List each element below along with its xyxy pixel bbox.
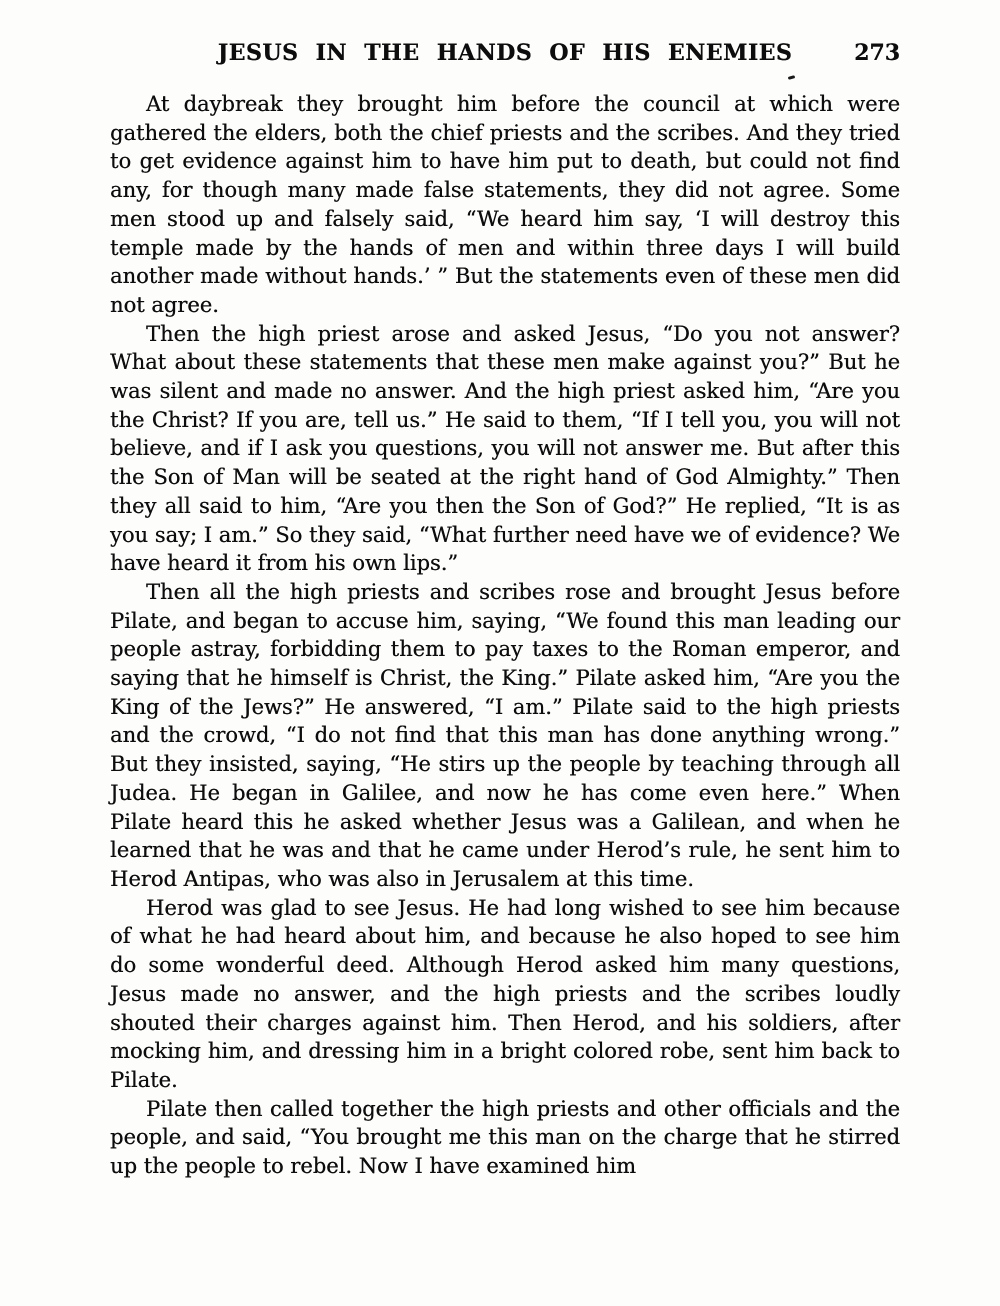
paragraph: Herod was glad to see Jesus. He had long wished to see him because of what he had heard about him, and because he also hoped to see him do some wonderful deed. Although Herod asked him many questions, Jesus made no answer, and the high priests and the scribes loudly shouted their charges against him. Then Herod, and his soldiers, after mocking him, and dressing him in a bright colored robe, sent him back to Pilate. — [110, 895, 900, 1092]
chapter-title: JESUS IN THE HANDS OF HIS ENEMIES — [217, 40, 793, 66]
paragraph: Then all the high priests and scribes rose and brought Jesus before Pilate, and began to accuse him, saying, “We found this man leading our people astray, forbidding them to pay taxes to the Roman emperor, and saying that he himself is Christ, the King.” Pilate asked him, “Are you the King of the Jews?” He answered, “I am.” Pilate said to the high priests and the crowd, “I do not find that this man has done anything wrong.” But they insisted, saying, “He stirs up the people by teaching through all Judea. He began in Galilee, and now he has come even here.” When Pilate heard this he asked whether Jesus was a Galilean, and when he learned that he was and that he came under Herod’s rule, he sent him to Herod Antipas, who was also in Jerusalem at this time. — [110, 579, 900, 891]
page-number: 273 — [854, 40, 900, 66]
paragraph: Pilate then called together the high priests and other officials and the people, and said, “You brought me this man on the charge that he stirred up the people to rebel. Now I have examined him — [110, 1096, 900, 1179]
running-head — [110, 40, 900, 70]
ink-speck-artifact — [788, 75, 796, 80]
paragraph: At daybreak they brought him before the council at which were gathered the elders, both the chief priests and the scribes. And they tried to get evidence against him to have him put to death, but could not find any, for though many made false statements, they did not agree. Some men stood up and falsely said, “We heard him say, ‘I will destroy this temple made by the hands of men and within three days I will build another made without hands.’ ” But the statements even of these men did not agree. — [110, 92, 900, 317]
page-body — [110, 90, 900, 1181]
paragraph: Then the high priest arose and asked Jesus, “Do you not answer? What about these statements that these men make against you?” But he was silent and made no answer. And the high priest asked him, “Are you the Christ? If you are, tell us.” He said to them, “If I tell you, you will not believe, and if I ask you questions, you will not answer me. But after this the Son of Man will be seated at the right hand of God Almighty.” Then they all said to him, “Are you then the Son of God?” He replied, “It is as you say; I am.” So they said, “What further need have we of evidence? We have heard it from his own lips.” — [110, 321, 900, 576]
